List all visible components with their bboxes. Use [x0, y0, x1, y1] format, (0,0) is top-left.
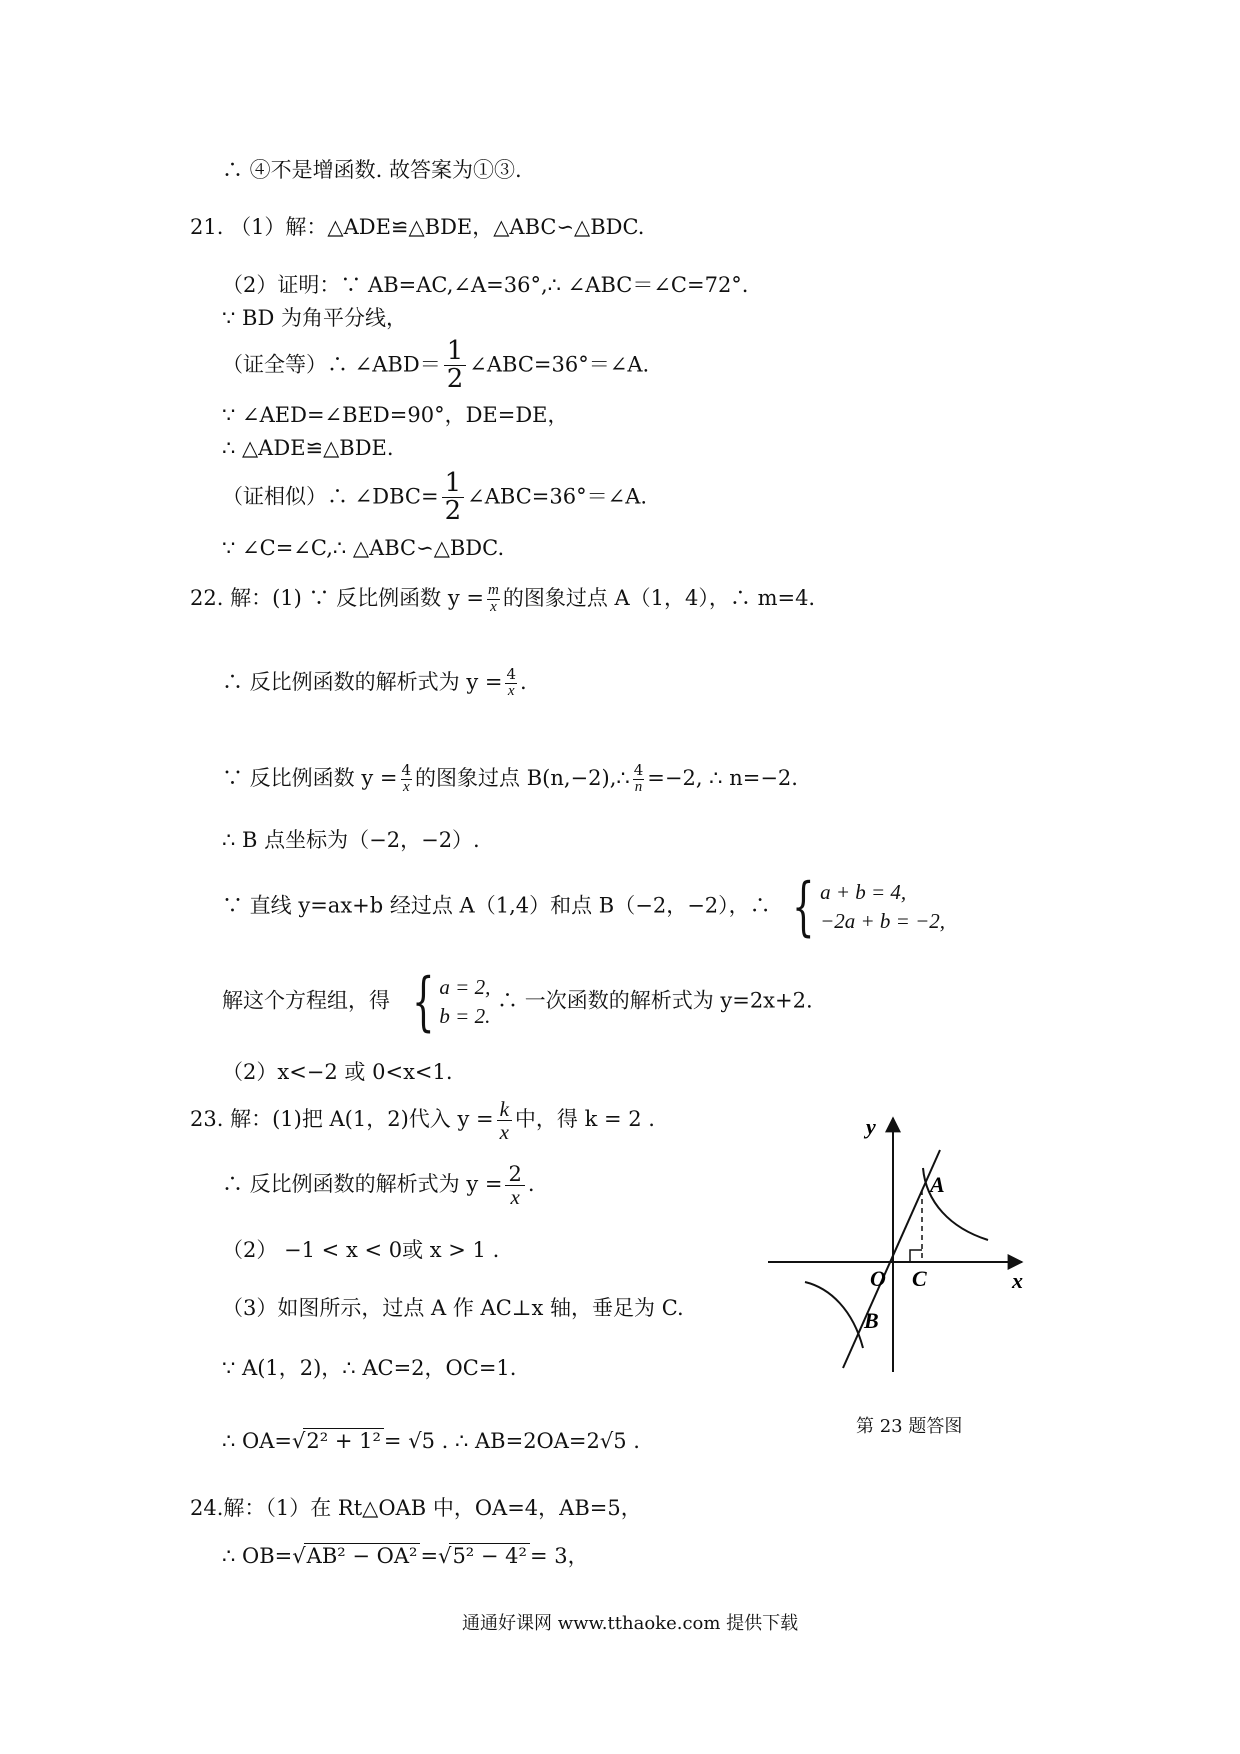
origin-label: O: [870, 1266, 886, 1291]
equation-system-solution: { a = 2, b = 2.: [411, 965, 491, 1039]
q21-similar-result: ∵ ∠C=∠C,∴ △ABC∽△BDC.: [222, 536, 505, 560]
fraction-four-over-x: $\frac{4}{x}$: [506, 665, 517, 699]
q23-oa-ab: ∴ OA=√2² + 1² = √5 . ∴ AB=2OA=2√5 .: [222, 1429, 640, 1453]
q21-congruent-result: ∴ △ADE≌△BDE.: [222, 436, 394, 460]
fraction-k-over-x: $\frac{k}{x}$: [497, 1098, 512, 1143]
point-a-label: A: [930, 1172, 945, 1197]
q21-bisector: ∵ BD 为角平分线，: [222, 306, 407, 330]
q23-figure: [760, 1110, 1030, 1390]
q24-part1: 24.解：（1）在 Rt△OAB 中，OA=4，AB=5，: [190, 1496, 642, 1520]
q23-reciprocal-formula: ∴ 反比例函数的解析式为 y = $\frac{2}{x}$ .: [222, 1162, 535, 1210]
page-footer: 通通好课网 www.tthaoke.com 提供下载: [462, 1613, 799, 1634]
right-angle-mark: [910, 1250, 922, 1262]
q23-part2: （2） −1 < x < 0或 x > 1 .: [222, 1238, 500, 1262]
q22-reciprocal-formula: ∴ 反比例函数的解析式为 y = $\frac{4}{x}$ .: [222, 665, 527, 699]
q21-congruent-step: （证全等）∴ ∠ABD＝ $\frac{1}{2}$ ∠ABC=36°＝∠A.: [222, 336, 650, 395]
q22-part1: 22. 解：(1) ∵ 反比例函数 y = $\frac{m}{x}$ 的图象过点 A（1，4），∴ m=4.: [190, 582, 816, 615]
y-label: y: [866, 1114, 876, 1139]
q22-point-b: ∵ 反比例函数 y = $\frac{4}{x}$ 的图象过点 B(n,−2),∴ $\frac{4}{n}$ =−2, ∴ n=−2.: [222, 761, 798, 795]
q21-similar-step: （证相似）∴ ∠DBC= $\frac{1}{2}$ ∠ABC=36°＝∠A.: [222, 468, 648, 527]
point-b-label: B: [864, 1308, 879, 1333]
q24-ob: ∴ OB=√AB² − OA² =√5² − 4² = 3，: [222, 1544, 589, 1568]
fraction-half: $\frac{1}{2}$: [444, 338, 467, 394]
figure-caption: 第 23 题答图: [856, 1416, 963, 1437]
q23-ac-oc: ∵ A(1，2)，∴ AC=2，OC=1.: [222, 1356, 517, 1380]
fraction-m-over-x: $\frac{m}{x}$: [487, 582, 499, 615]
line-ab: [843, 1150, 940, 1368]
x-label: x: [1012, 1268, 1023, 1293]
q21-part1: 21. （1）解：△ADE≌△BDE，△ABC∽△BDC.: [190, 215, 645, 239]
equation-system-given: { a + b = 4, −2a + b = −2,: [792, 870, 945, 944]
point-c-label: C: [912, 1266, 927, 1291]
q22-line-through-points: ∵ 直线 y=ax+b 经过点 A（1,4）和点 B（−2，−2），∴ { a + b = 4, −2a + b = −2,: [222, 870, 945, 944]
hyperbola-branch-lower: [805, 1282, 863, 1348]
fraction-two-over-x: $\frac{2}{x}$: [505, 1163, 524, 1208]
q22-solution: 解这个方程组，得 { a = 2, b = 2. ∴ 一次函数的解析式为 y=2x+2.: [222, 965, 813, 1039]
q22-b-coordinates: ∴ B 点坐标为（−2，−2）.: [222, 828, 480, 852]
fraction-half: $\frac{1}{2}$: [442, 470, 465, 526]
fraction-four-over-x: $\frac{4}{x}$: [401, 761, 412, 795]
q23-part3: （3）如图所示，过点 A 作 AC⊥x 轴，垂足为 C.: [222, 1296, 684, 1320]
q21-right-angles: ∵ ∠AED=∠BED=90°，DE=DE，: [222, 403, 569, 427]
q21-part2-start: （2）证明：∵ AB=AC,∠A=36°,∴ ∠ABC＝∠C=72°.: [222, 273, 749, 297]
q22-part2: （2）x<−2 或 0<x<1.: [222, 1060, 453, 1084]
q23-part1: 23. 解：(1)把 A(1，2)代入 y = $\frac{k}{x}$ 中，得 k = 2 .: [190, 1097, 655, 1145]
answer-conclusion: ∴ ④不是增函数. 故答案为①③.: [222, 158, 522, 182]
fraction-four-over-n: $\frac{4}{n}$: [633, 761, 644, 795]
